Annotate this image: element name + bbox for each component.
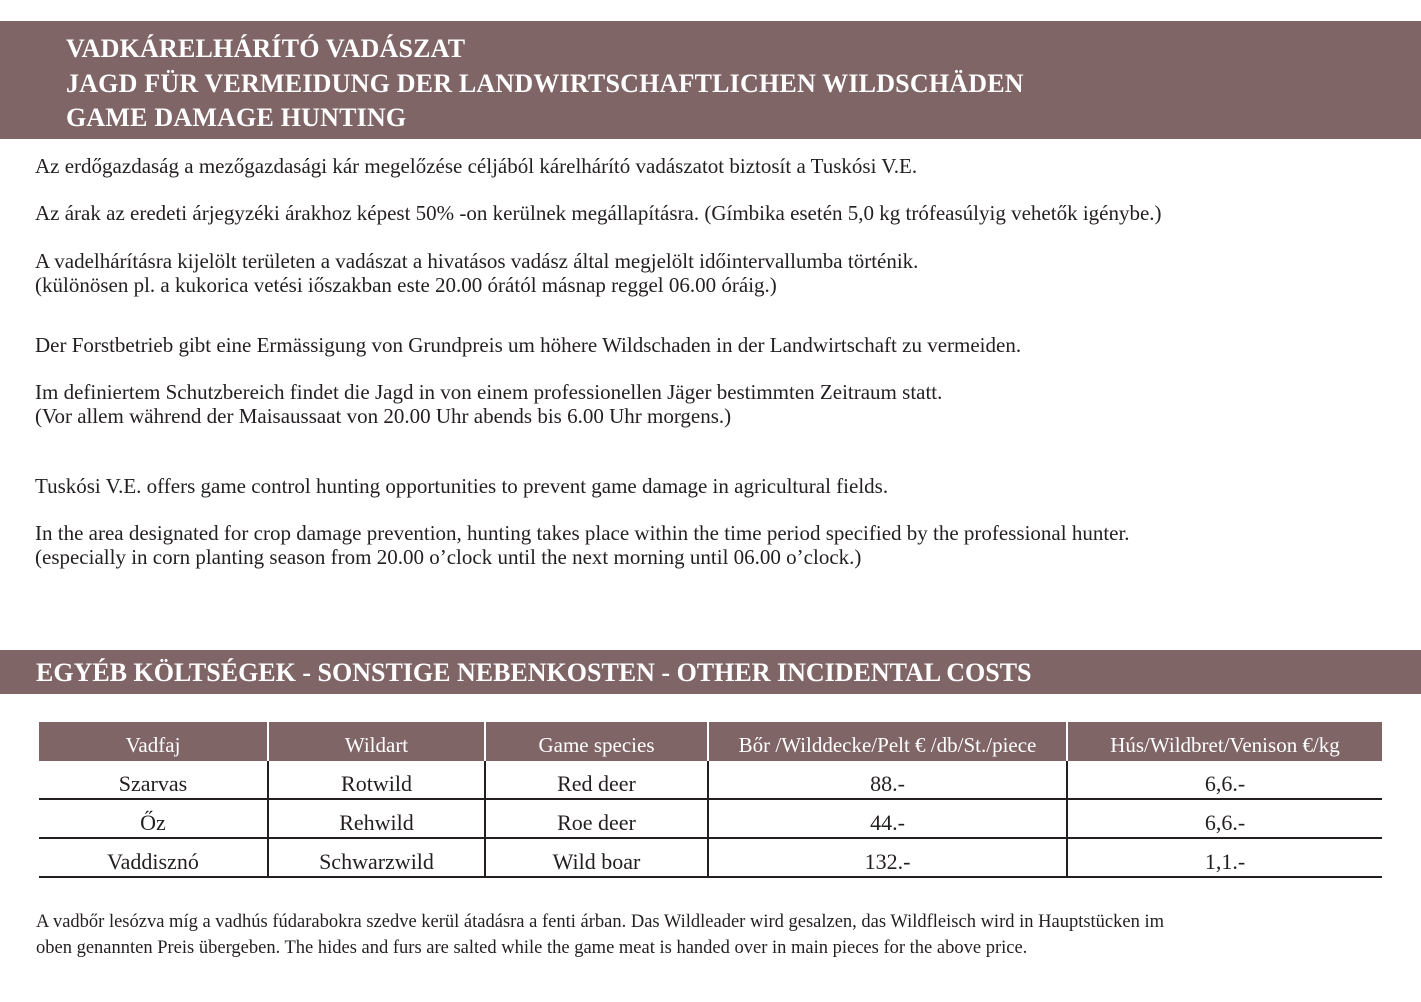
cell-hungarian-name: Vaddisznó [39, 838, 268, 877]
de-paragraph-2 [35, 380, 942, 428]
cell-venison-price: 6,6.- [1067, 761, 1382, 799]
cell-english-name: Wild boar [485, 838, 708, 877]
cell-english-name: Roe deer [485, 799, 708, 838]
cell-hide-price: 132.- [708, 838, 1067, 877]
hu-paragraph-3 [35, 249, 918, 297]
cell-hungarian-name: Őz [39, 799, 268, 838]
cell-german-name: Rotwild [268, 761, 485, 799]
footnote-line-2: oben genannten Preis übergeben. The hides and furs are salted while the game meat is handed over in main pieces for the above price. [36, 938, 1028, 958]
costs-section-title: EGYÉB KÖLTSÉGEK - SONSTIGE NEBENKOSTEN - OTHER INCIDENTAL COSTS [0, 650, 1421, 694]
cell-venison-price: 1,1.- [1067, 838, 1382, 877]
cell-venison-price: 6,6.- [1067, 799, 1382, 838]
de-paragraph-2-line-2: (Vor allem während der Maisaussaat von 20.00 Uhr abends bis 6.00 Uhr morgens.) [35, 404, 732, 428]
en-paragraph-2-line-2: (especially in corn planting season from 20.00 o’clock until the next morning until 06.00 o’clock.) [35, 545, 862, 569]
header-cell-venison-price: Hús/Wildbret/Venison €/kg [1067, 722, 1382, 761]
title-english: GAME DAMAGE HUNTING [66, 103, 407, 132]
cell-german-name: Schwarzwild [268, 838, 485, 877]
title-german: JAGD FÜR VERMEIDUNG DER LANDWIRTSCHAFTLICHEN WILDSCHÄDEN [66, 68, 1024, 98]
table-row [39, 838, 1382, 877]
header-cell-game-species: Game species [485, 722, 708, 761]
cell-hungarian-name: Szarvas [39, 761, 268, 799]
hu-paragraph-1: Az erdőgazdaság a mezőgazdasági kár megelőzése céljából kárelhárító vadászatot biztosít a Tuskósi V.E. [35, 154, 918, 178]
header-cell-vadfaj: Vadfaj [39, 722, 268, 761]
hu-paragraph-2: Az árak az eredeti árjegyzéki árakhoz képest 50% -on kerülnek megállapításra. (Gímbika esetén 5,0 kg trófeasúlyig vehetők igénybe.) [35, 201, 1162, 225]
en-paragraph-2-line-1: In the area designated for crop damage prevention, hunting takes place within the time period specified by the professional hunter. [35, 521, 1130, 545]
table-row [39, 799, 1382, 838]
en-paragraph-2 [35, 521, 1130, 569]
header-cell-hide-price: Bőr /Wilddecke/Pelt € /db/St./piece [708, 722, 1067, 761]
hu-paragraph-3-line-2: (különösen pl. a kukorica vetési iőszakban este 20.00 órától másnap reggel 06.00 óráig.) [35, 273, 777, 297]
cell-hide-price: 44.- [708, 799, 1067, 838]
footnote [36, 909, 1164, 961]
cell-english-name: Red deer [485, 761, 708, 799]
de-paragraph-2-line-1: Im definiertem Schutzbereich findet die Jagd in von einem professionellen Jäger bestimmten Zeitraum statt. [35, 380, 943, 404]
header-cell-wildart: Wildart [268, 722, 485, 761]
title-hungarian: VADKÁRELHÁRÍTÓ VADÁSZAT [66, 34, 466, 63]
hu-paragraph-3-line-1: A vadelhárításra kijelölt területen a vadászat a hivatásos vadász által megjelölt időintervallumba történik. [35, 249, 919, 273]
footnote-line-1: A vadbőr lesózva míg a vadhús fúdarabokra szedve kerül átadásra a fenti árban. Das Wildleader wird gesalzen, das Wildfleisch wird in Hauptstücken im [36, 912, 1164, 932]
de-paragraph-1: Der Forstbetrieb gibt eine Ermässigung von Grundpreis um höhere Wildschaden in der Landwirtschaft zu vermeiden. [35, 333, 1022, 357]
title-banner [0, 21, 1421, 139]
cell-hide-price: 88.- [708, 761, 1067, 799]
table-row [39, 761, 1382, 799]
en-paragraph-1: Tuskósi V.E. offers game control hunting opportunities to prevent game damage in agricultural fields. [35, 474, 889, 498]
table-header-row [39, 722, 1382, 761]
cell-german-name: Rehwild [268, 799, 485, 838]
costs-table [39, 722, 1382, 878]
